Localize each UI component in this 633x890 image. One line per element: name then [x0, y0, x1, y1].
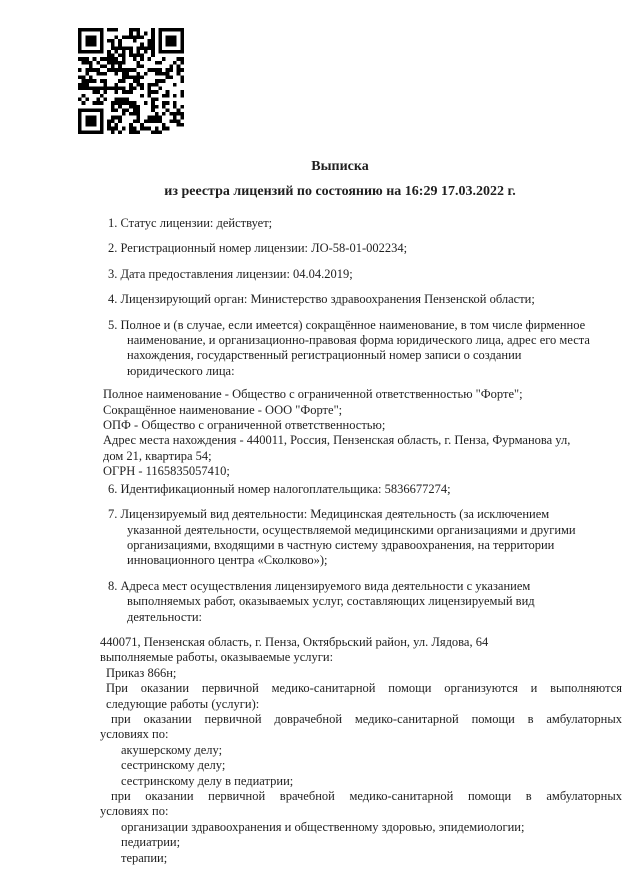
paragraph-7 [100, 507, 622, 569]
work-list-line: условиях по: [100, 804, 169, 819]
org-legal-form-line: ОПФ - Общество с ограниченной ответственностью; [103, 418, 386, 433]
activity-addresses-line: деятельности: [127, 609, 203, 624]
taxpayer-number-line: 6. Идентификационный номер налогоплательщика: 5836677274; [108, 481, 451, 496]
paragraph-5-line: нахождения, государственный регистрационный номер записи о создании [127, 348, 522, 363]
activity-type-line: указанной деятельности, осуществляемой медицинскими организациями и другими [127, 522, 576, 537]
organization-details [100, 387, 622, 479]
org-address-line: дом 21, квартира 54; [103, 448, 212, 463]
work-list-line: условиях по: [100, 727, 169, 742]
service-item: сестринскому делу в педиатрии; [121, 773, 294, 788]
activity-type-line: 7. Лицензируемый вид деятельности: Медицинская деятельность (за исключением [108, 507, 550, 522]
qr-code [78, 28, 184, 134]
service-item: организации здравоохранения и общественному здоровью, эпидемиологии; [121, 819, 525, 834]
activity-addresses-line: 8. Адреса мест осуществления лицензируемого вида деятельности с указанием [108, 578, 531, 593]
service-item: сестринскому делу; [121, 758, 226, 773]
service-item: акушерскому делу; [121, 742, 223, 757]
license-number-line: 2. Регистрационный номер лицензии: ЛО-58-01-002234; [108, 241, 408, 256]
license-status-line: 1. Статус лицензии: действует; [108, 216, 273, 230]
org-ogrn-line: ОГРН - 1165835057410; [103, 464, 230, 479]
order-reference: Приказ 866н; [106, 665, 177, 680]
qr-code-image [78, 28, 184, 134]
org-full-name-line: Полное наименование - Общество с ограниченной ответственностью "Форте"; [103, 387, 523, 402]
paragraph-8 [100, 579, 622, 625]
service-item: педиатрии; [121, 835, 181, 850]
work-list-header: выполняемые работы, оказываемые услуги: [100, 650, 334, 665]
work-list-line: При оказании первичной медико-санитарной помощи организуются и выполняются [106, 681, 622, 696]
license-date-line: 3. Дата предоставления лицензии: 04.04.2019; [108, 266, 353, 281]
work-list [100, 635, 622, 866]
paragraph-5-line: юридического лица: [127, 363, 235, 378]
work-list-line: при оказании первичной доврачебной медико-санитарной помощи в амбулаторных [111, 711, 622, 726]
document-body [100, 216, 622, 866]
paragraph-5-line: наименование, и организационно-правовая форма юридического лица, адрес его места [127, 333, 590, 348]
activity-type-line: инновационного центра «Сколково»); [127, 553, 328, 568]
work-list-line: при оказании первичной врачебной медико-санитарной помощи в амбулаторных [111, 789, 622, 803]
paragraph-5-line: 5. Полное и (в случае, если имеется) сокращённое наименование, в том числе фирменное [108, 317, 586, 332]
activity-type-line: организациями, входящими в частную систему здравоохранения, на территории [127, 537, 555, 552]
licensing-authority-line: 4. Лицензирующий орган: Министерство здравоохранения Пензенской области; [108, 292, 535, 307]
work-list-line: следующие работы (услуги): [106, 696, 260, 711]
service-item: терапии; [121, 850, 168, 865]
org-short-name-line: Сокращённое наименование - ООО "Форте"; [103, 402, 343, 417]
org-address-line: Адрес места нахождения - 440011, Россия, Пензенская область, г. Пенза, Фурманова ул, [103, 433, 571, 448]
document-title: Выписка [311, 159, 369, 174]
document-header [100, 158, 580, 200]
paragraph-5 [100, 318, 622, 380]
document-subtitle: из реестра лицензий по состоянию на 16:29 17.03.2022 г. [164, 184, 516, 199]
work-address-line: 440071, Пензенская область, г. Пенза, Октябрьский район, ул. Лядова, 64 [100, 634, 489, 649]
activity-addresses-line: выполняемых работ, оказываемых услуг, составляющих лицензируемый вид [127, 594, 535, 609]
